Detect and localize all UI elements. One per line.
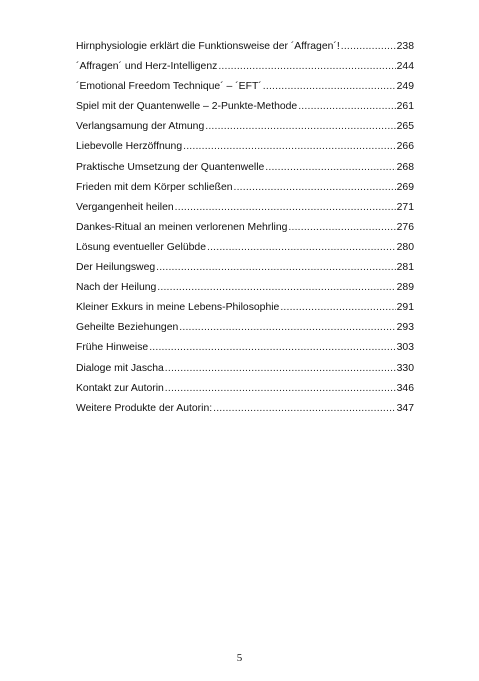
toc-entry[interactable]: [76, 342, 414, 362]
toc-entry[interactable]: [76, 101, 414, 121]
dot-leader: [179, 322, 395, 333]
dot-leader: [149, 342, 395, 353]
toc-entry-title: Spiel mit der Quantenwelle – 2-Punkte-Methode: [76, 101, 298, 113]
toc-entry-title: Frieden mit dem Körper schließen: [76, 181, 233, 193]
toc-entry[interactable]: [76, 141, 414, 161]
dot-leader: [234, 182, 396, 193]
toc-entry-page: 266: [396, 141, 414, 153]
dot-leader: [341, 41, 396, 52]
toc-entry-page: 303: [396, 342, 414, 354]
toc-entry-title: Dialoge mit Jascha: [76, 362, 164, 374]
dot-leader: [288, 222, 395, 233]
toc-entry-page: 265: [396, 121, 414, 133]
dot-leader: [183, 141, 396, 152]
toc-entry-title: ´Affragen´ und Herz-Intelligenz: [76, 61, 218, 73]
dot-leader: [207, 242, 396, 253]
toc-entry[interactable]: [76, 403, 414, 423]
toc-entry-page: 347: [396, 402, 414, 414]
toc-entry[interactable]: [76, 262, 414, 282]
toc-entry[interactable]: [76, 81, 414, 101]
toc-entry-title: Hirnphysiologie erklärt die Funktionsweise der ´Affragen´!: [76, 41, 340, 52]
toc-entry-title: Frühe Hinweise: [76, 342, 149, 354]
toc-entry-page: 281: [396, 262, 414, 274]
toc-entry-page: 293: [396, 322, 414, 334]
toc-entry-page: 244: [396, 61, 414, 73]
dot-leader: [165, 383, 396, 394]
toc-entry[interactable]: [76, 383, 414, 403]
toc-entry[interactable]: [76, 202, 414, 222]
toc-entry-title: Lösung eventueller Gelübde: [76, 241, 206, 253]
toc-entry-title: Kleiner Exkurs in meine Lebens-Philosophie: [76, 302, 280, 314]
dot-leader: [280, 302, 395, 313]
dot-leader: [156, 262, 396, 273]
table-of-contents: [76, 41, 414, 423]
toc-entry-title: Verlangsamung der Atmung: [76, 121, 205, 133]
toc-entry[interactable]: [76, 222, 414, 242]
toc-entry-title: Vergangenheit heilen: [76, 201, 174, 213]
toc-entry-page: 269: [396, 181, 414, 193]
toc-entry-page: 291: [396, 302, 414, 314]
toc-entry[interactable]: [76, 162, 414, 182]
dot-leader: [218, 61, 395, 72]
toc-entry-page: 261: [396, 101, 414, 113]
toc-entry[interactable]: [76, 282, 414, 302]
toc-entry-title: Nach der Heilung: [76, 282, 157, 294]
toc-entry[interactable]: [76, 322, 414, 342]
toc-entry-page: 249: [396, 81, 414, 93]
toc-entry[interactable]: [76, 41, 414, 61]
dot-leader: [298, 101, 395, 112]
toc-entry-title: Dankes-Ritual an meinen verlorenen Mehrling: [76, 221, 288, 233]
toc-entry-title: Praktische Umsetzung der Quantenwelle: [76, 161, 265, 173]
toc-entry-page: 280: [396, 241, 414, 253]
toc-entry[interactable]: [76, 302, 414, 322]
dot-leader: [157, 282, 395, 293]
toc-entry-title: Der Heilungsweg: [76, 262, 156, 274]
toc-entry-title: Weitere Produkte der Autorin:: [76, 402, 213, 414]
toc-entry-page: 346: [396, 382, 414, 394]
toc-entry-title: Kontakt zur Autorin: [76, 382, 164, 394]
toc-entry-page: 238: [396, 41, 414, 52]
toc-entry-page: 289: [396, 282, 414, 294]
toc-entry[interactable]: [76, 61, 414, 81]
toc-entry[interactable]: [76, 242, 414, 262]
page-number: 5: [236, 652, 243, 664]
toc-entry-page: 276: [396, 221, 414, 233]
toc-entry-page: 268: [396, 161, 414, 173]
toc-entry-title: Liebevolle Herzöffnung: [76, 141, 183, 153]
dot-leader: [205, 121, 395, 132]
dot-leader: [265, 162, 395, 173]
toc-entry-page: 271: [396, 201, 414, 213]
dot-leader: [175, 202, 396, 213]
toc-entry[interactable]: [76, 182, 414, 202]
dot-leader: [263, 81, 396, 92]
toc-entry-title: Geheilte Beziehungen: [76, 322, 179, 334]
toc-entry[interactable]: [76, 121, 414, 141]
toc-entry[interactable]: [76, 363, 414, 383]
dot-leader: [165, 363, 396, 374]
dot-leader: [213, 403, 396, 414]
toc-entry-page: 330: [396, 362, 414, 374]
toc-entry-title: ´Emotional Freedom Technique´ – ´EFT´: [76, 81, 262, 93]
